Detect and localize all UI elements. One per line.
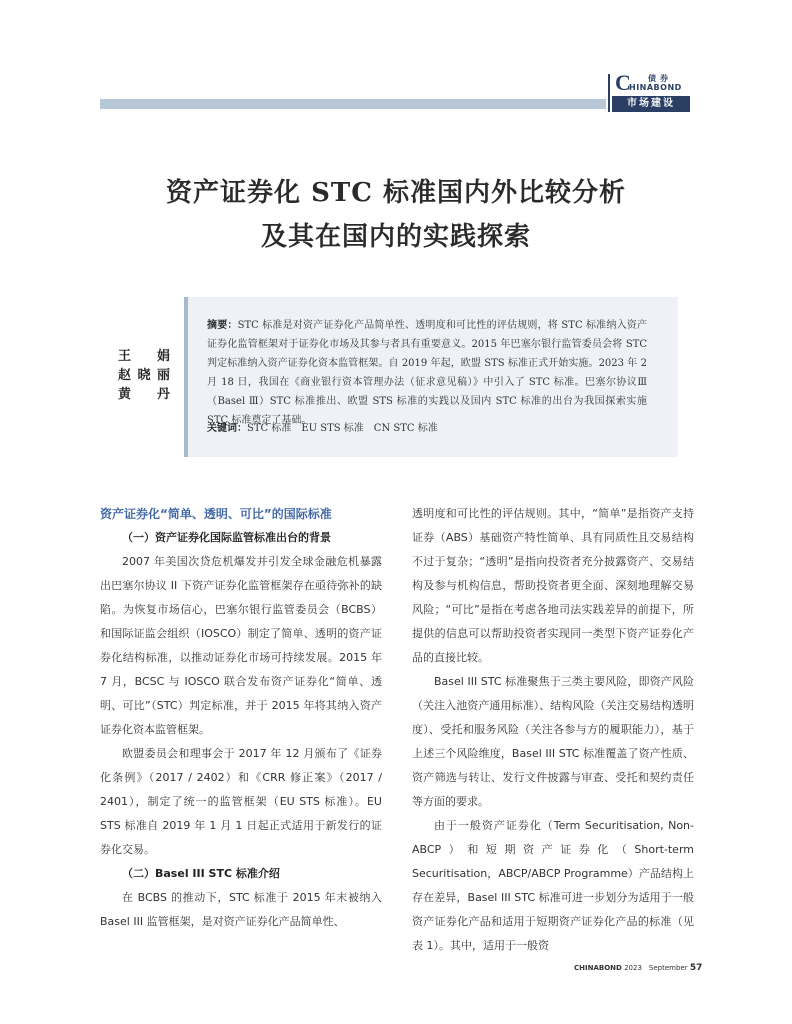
left-column (100, 502, 382, 934)
logo-letter: C (615, 70, 631, 95)
logo-divider (608, 74, 610, 112)
footer-date: 2023 September (624, 964, 688, 972)
article-title-line-1: 资产证券化 STC 标准国内外比较分析 (166, 178, 626, 208)
body-paragraph: Basel III STC 标准聚焦于三类主要风险，即资产风险（关注入池资产通用标准）、结构风险（关注交易结构透明度）、受托和服务风险（关注各参与方的履职能力），基于上述三个风险维度，Basel III STC 标准覆盖了资产性质、资产筛选与转让、发行文件披露与审查、受托和契约责任等方面的要求。 (412, 675, 694, 808)
author-name: 黄 丹 (118, 387, 170, 402)
keywords-label: 关键词： (207, 423, 247, 434)
article-title-line-2: 及其在国内的实践探索 (260, 222, 531, 252)
abstract-body: STC 标准是对资产证券化产品简单性、透明度和可比性的评估规则，将 STC 标准纳入资产证券化监管框架对于证券化市场及其参与者具有重要意义。2015 年巴塞尔银行监管委员会将 STC 判定标准纳入资产证券化资本监管框架。自 2019 年起，欧盟 STS 标准正式开始实施。2023 年 2 月 18 日，我国在《商业银行资本管理办法（征求意见稿）》中引入了 STC 标准。巴塞尔协议Ⅲ（Basel Ⅲ）STC 标准推出、欧盟 STS 标准的实践以及国内 STC 标准的出台为我国探索实施 STC 标准奠定了基础。 (207, 320, 647, 426)
body-paragraph: 2007 年美国次贷危机爆发并引发全球金融危机暴露出巴塞尔协议 II 下资产证券化监管框架存在亟待弥补的缺陷。为恢复市场信心，巴塞尔银行监管委员会（BCBS）和国际证监会组织（IOSCO）制定了简单、透明的资产证券化结构标准，以推动证券化市场可持续发展。2015 年 7 月，BCSC 与 IOSCO 联合发布资产证券化“简单、透明、可比”（STC）判定标准，并于 2015 年将其纳入资产证券化资本监管框架。 (100, 555, 382, 736)
page-number: 57 (689, 963, 703, 973)
keywords (207, 419, 647, 438)
header-decorative-bar (100, 99, 606, 109)
subsection-heading: （一）资产证券化国际监管标准出台的背景 (122, 531, 331, 544)
chinabond-logo (608, 72, 690, 112)
subsection-heading: （二）Basel III STC 标准介绍 (122, 867, 280, 880)
body-paragraph: 欧盟委员会和理事会于 2017 年 12 月颁布了《证券化条例》（2017 / 2402）和《CRR 修正案》（2017 / 2401），制定了统一的监管框架（EU STS 标准）。EU STS 标准自 2019 年 1 月 1 日起正式适用于新发行的证券化交易。 (100, 747, 382, 856)
abstract-label: 摘要： (207, 320, 238, 331)
body-paragraph: 透明度和可比性的评估规则。其中，“简单”是指资产支持证券（ABS）基础资产特性简单、具有同质性且交易结构不过于复杂；“透明”是指向投资者充分披露资产、交易结构及参与机构信息，帮助投资者更全面、深刻地理解交易风险；“可比”是指在考虑各地司法实践差异的前提下，所提供的信息可以帮助投资者实现同一类型下资产证券化产品的直接比较。 (412, 507, 694, 664)
author-name: 王 娟 (118, 349, 170, 364)
author-name: 赵晓丽 (118, 368, 170, 383)
logo-english: HINABOND (629, 83, 682, 92)
keywords-value: STC 标准 EU STS 标准 CN STC 标准 (247, 423, 438, 434)
abstract-text (207, 316, 647, 430)
section-heading: 资产证券化“简单、透明、可比”的国际标准 (100, 507, 332, 521)
body-paragraph: 由于一般资产证券化（Term Securitisation, Non-ABCP）和短期资产证券化（Short-term Securitisation，ABCP/ABCP Programme）产品结构上存在差异，Basel III STC 标准可进一步划分为适用于一般资产证券化产品和适用于短期资产证券化产品的标准（见表 1）。其中，适用于一般资 (412, 819, 694, 952)
body-paragraph: 在 BCBS 的推动下，STC 标准于 2015 年末被纳入 Basel III 监管框架，是对资产证券化产品简单性、 (100, 891, 382, 928)
section-tag: 市场建设 (612, 96, 690, 112)
author-list (118, 347, 170, 404)
footer-brand: CHINABOND (574, 964, 622, 972)
right-column (412, 502, 694, 958)
logo-chinese: 债券 (648, 74, 672, 83)
page-footer (574, 963, 702, 973)
